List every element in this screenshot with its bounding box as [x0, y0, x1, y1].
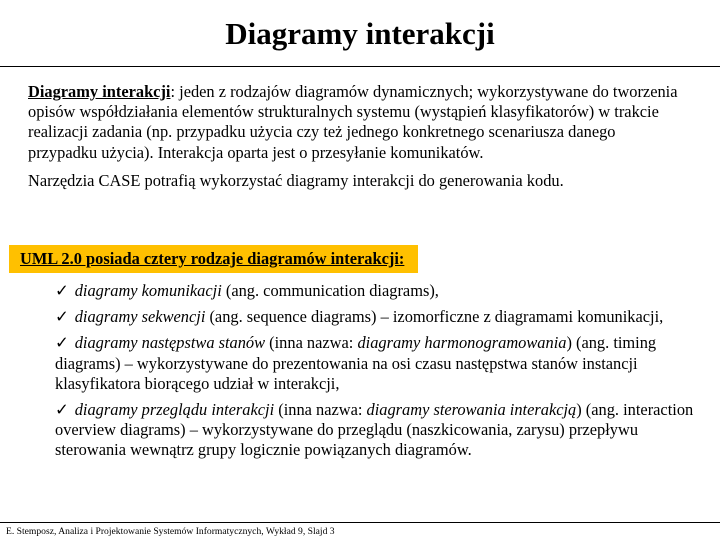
- bullet-term: diagramy komunikacji: [74, 281, 222, 300]
- bullet-alias-prefix: (inna nazwa:: [274, 400, 367, 420]
- bullet-text: (ang. communication diagrams),: [221, 281, 439, 300]
- intro-section: [28, 82, 688, 191]
- highlight-banner: UML 2.0 posiada cztery rodzaje diagramów interakcji:: [9, 245, 418, 273]
- bullet-alias: diagramy sterowania interakcją: [366, 400, 577, 420]
- check-icon: ✓: [55, 307, 69, 327]
- check-icon: ✓: [55, 400, 69, 420]
- title-divider: [0, 66, 720, 67]
- definition-term: Diagramy interakcji: [28, 82, 171, 101]
- bullet-text: ) (ang. interaction overview diagrams) – wykorzystywane do przeglądu (naszkicowania, zarysu) przepływu sterowania wewnątrz grupy logicznie powiązanych diagramów.: [55, 400, 694, 460]
- bullet-term: diagramy sekwencji: [74, 307, 206, 327]
- definition-paragraph: [28, 82, 688, 163]
- list-item-sequence: [55, 307, 695, 327]
- bullet-alias-prefix: (inna nazwa:: [265, 333, 358, 353]
- definition-text: : jeden z rodzajów diagramów dynamicznych; wykorzystywane do tworzenia opisów współdziałania elementów strukturalnych systemu (wystąpień klasyfikatorów) w trakcie realizacji zadania (np. przypadku użycia czy też jednego konkretnego scenariusza danego przypadku użycia). Interakcja oparta jest o przesyłanie komunikatów.: [28, 82, 678, 162]
- list-item-interaction-overview: [55, 400, 695, 461]
- check-icon: ✓: [55, 281, 69, 300]
- slide-title: Diagramy interakcji: [225, 16, 495, 51]
- footer-divider: [0, 522, 720, 523]
- tools-paragraph: Narzędzia CASE potrafią wykorzystać diagramy interakcji do generowania kodu.: [28, 170, 564, 190]
- bullet-alias: diagramy harmonogramowania: [357, 333, 567, 353]
- list-item-timing: [55, 333, 695, 394]
- diagram-type-list: [55, 281, 695, 467]
- bullet-text: (ang. sequence diagrams) – izomorficzne z diagramami komunikacji,: [205, 307, 664, 327]
- slide-footer: E. Stemposz, Analiza i Projektowanie Systemów Informatycznych, Wykład 9, Slajd 3: [6, 526, 335, 537]
- bullet-text: ) (ang. timing diagrams) – wykorzystywane do prezentowania na osi czasu następstwa stanów instancji klasyfikatora biorącego udział w interakcji,: [55, 333, 657, 393]
- list-item-communication: [55, 281, 695, 301]
- bullet-term: diagramy przeglądu interakcji: [74, 400, 275, 420]
- bullet-term: diagramy następstwa stanów: [74, 333, 266, 353]
- check-icon: ✓: [55, 333, 69, 353]
